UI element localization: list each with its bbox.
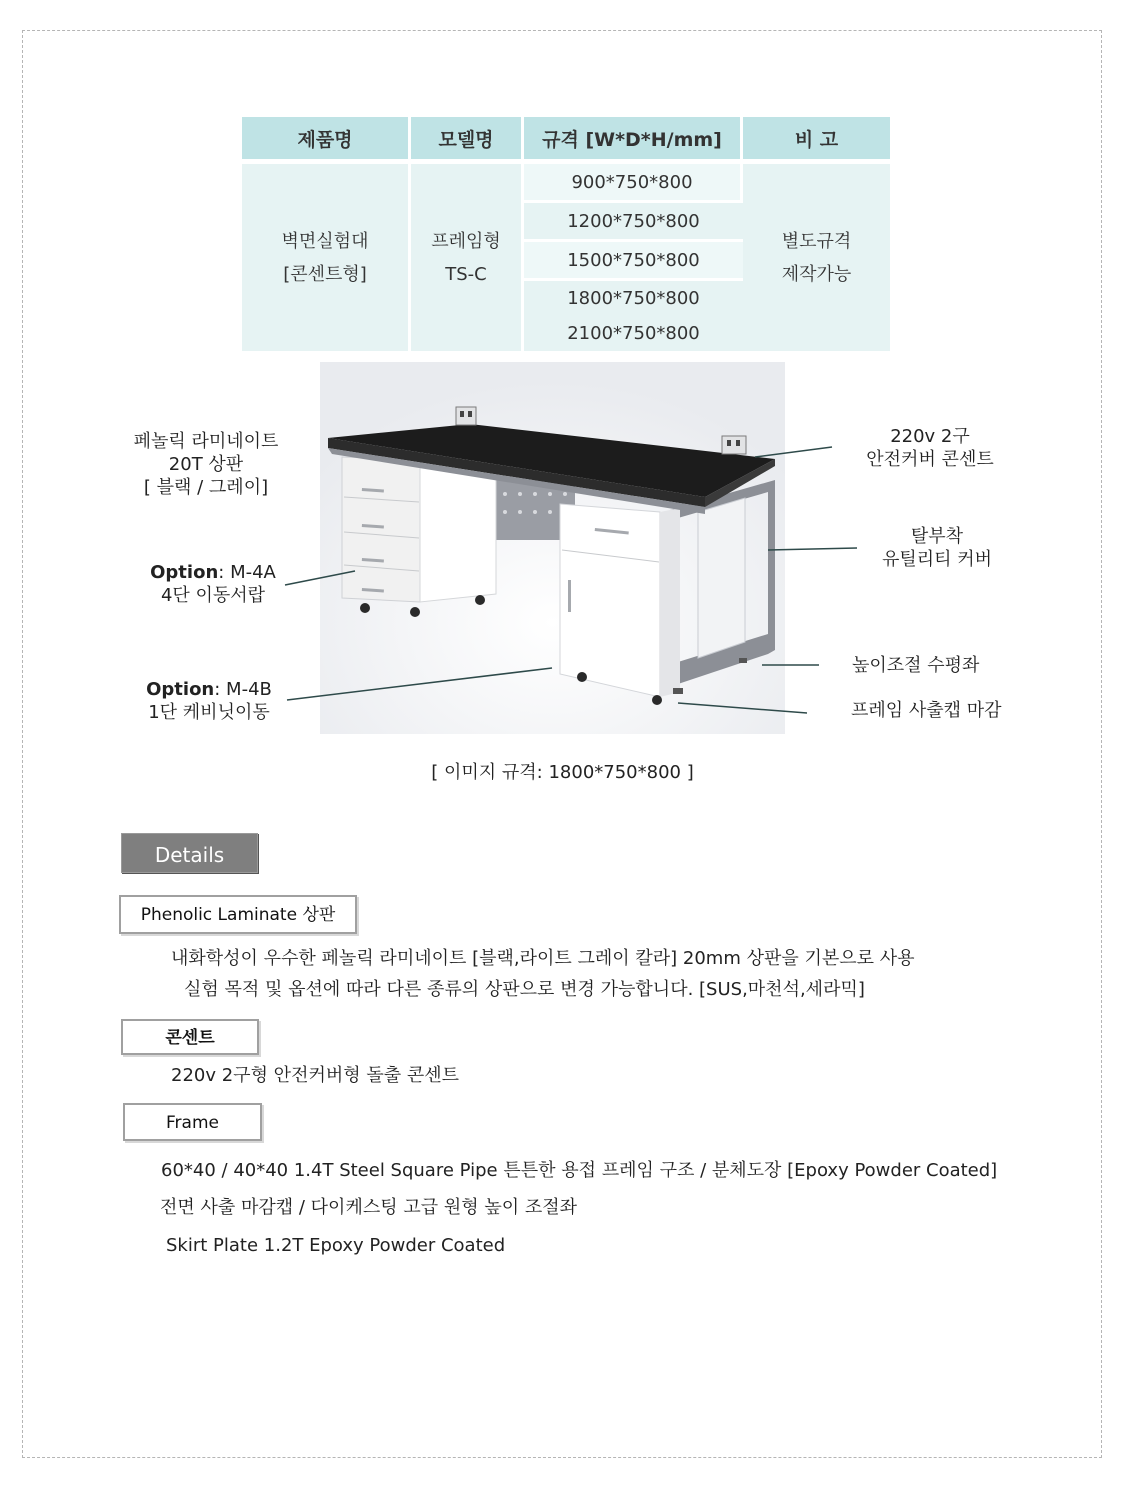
callout-line: 1단 케비닛이동: [148, 702, 270, 723]
model-name-line: 프레임형: [431, 230, 501, 252]
callout-option-line: [144, 678, 274, 701]
laminate-desc-line: 내화학성이 우수한 페놀릭 라미네이트 [블랙,라이트 그레이 칼라] 20mm 상판을 기본으로 사용: [171, 948, 915, 969]
size-cell: 900*750*800: [524, 164, 743, 203]
outlet-desc-line: 220v 2구형 안전커버형 돌출 콘센트: [171, 1065, 460, 1086]
header-product-name: 제품명: [242, 117, 411, 164]
frame-desc-line: 전면 사출 마감캡 / 다이케스팅 고급 원형 높이 조절좌: [160, 1197, 577, 1218]
callout-option-line: [148, 561, 278, 584]
laminate-desc-line: 실험 목적 및 옵션에 따라 다른 종류의 상판으로 변경 가능합니다. [SUS,마천석,세라믹]: [184, 979, 865, 1000]
image-caption: [ 이미지 규격: 1800*750*800 ]: [431, 762, 694, 783]
callout-line: 20T 상판: [168, 454, 244, 475]
details-tab: Details: [121, 833, 258, 873]
callout-cabinet-option: [144, 678, 274, 724]
product-name-line: [콘센트형]: [283, 263, 367, 285]
frame-desc-line: 60*40 / 40*40 1.4T Steel Square Pipe 튼튼한 용접 프레임 구조 / 분체도장 [Epoxy Powder Coated]: [161, 1160, 998, 1181]
laminate-heading: Phenolic Laminate 상판: [119, 895, 357, 934]
callout-outlet: [858, 425, 1002, 471]
size-cell-group: [524, 281, 743, 351]
lab-table-illustration: [320, 362, 785, 734]
remark-cell: [743, 164, 890, 351]
size-cell: 2100*750*800: [567, 323, 700, 344]
table-header-row: [242, 117, 890, 164]
table-row: [242, 164, 890, 203]
callout-frame-cap: 프레임 사출캡 마감: [851, 700, 1002, 721]
callout-utility-cover: [870, 525, 1004, 571]
spec-table: [242, 117, 890, 351]
remark-line: 별도규격: [781, 230, 852, 252]
header-remark: 비 고: [743, 117, 890, 164]
callout-line: 유틸리티 커버: [881, 549, 993, 570]
callout-line: 안전커버 콘센트: [866, 449, 994, 470]
model-name-cell: [411, 164, 524, 351]
option-label: Option: [150, 562, 219, 583]
header-model-name: 모델명: [411, 117, 524, 164]
product-name-cell: [242, 164, 411, 351]
size-cell: 1200*750*800: [524, 203, 743, 242]
callout-line: 탈부착: [910, 526, 964, 547]
callout-line: 4단 이동서랍: [160, 585, 266, 606]
callout-line: [ 블랙 / 그레이]: [143, 477, 269, 498]
size-cell: 1500*750*800: [524, 242, 743, 281]
header-size: 규격 [W*D*H/mm]: [524, 117, 743, 164]
callout-leveler: 높이조절 수평좌: [852, 655, 980, 676]
remark-line: 제작가능: [781, 263, 852, 285]
outlet-heading: 콘센트: [121, 1019, 259, 1055]
frame-heading: Frame: [123, 1103, 262, 1141]
callout-drawer-option: [148, 561, 278, 607]
product-name-line: 벽면실험대: [281, 230, 369, 252]
callout-line: 페놀릭 라미네이트: [133, 431, 279, 452]
callout-top-laminate: [128, 430, 284, 499]
callout-line: 220v 2구: [890, 426, 970, 447]
model-name-line: TS-C: [445, 263, 487, 285]
frame-desc-line: Skirt Plate 1.2T Epoxy Powder Coated: [166, 1235, 506, 1256]
option-label: Option: [146, 679, 215, 700]
size-cell: 1800*750*800: [567, 288, 700, 309]
option-code: : M-4A: [218, 562, 276, 583]
option-code: : M-4B: [214, 679, 272, 700]
